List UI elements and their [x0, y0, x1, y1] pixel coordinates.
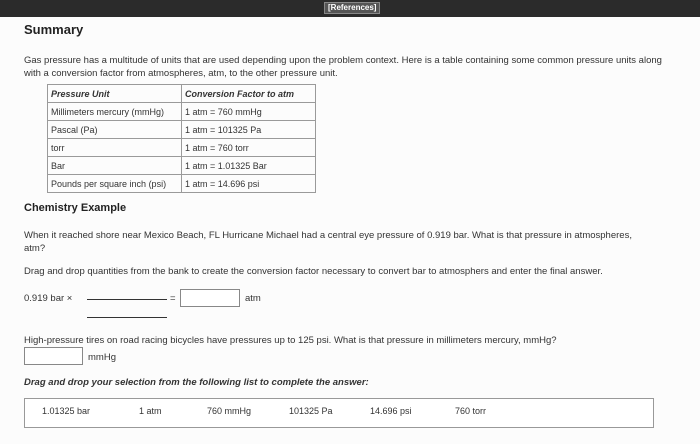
conversion-table	[47, 84, 316, 193]
answer-unit-atm: atm	[245, 293, 261, 304]
denominator-drop-slot[interactable]	[87, 307, 167, 318]
table-cell: 1 atm = 14.696 psi	[182, 175, 316, 193]
bank-item[interactable]: 14.696 psi	[370, 406, 412, 416]
table-header-unit: Pressure Unit	[48, 85, 182, 103]
bank-item[interactable]: 760 torr	[455, 406, 487, 416]
references-button[interactable]: [References]	[324, 2, 380, 14]
table-cell: 1 atm = 760 torr	[182, 139, 316, 157]
numerator-drop-slot[interactable]	[87, 289, 167, 300]
bank-item[interactable]: 101325 Pa	[289, 406, 333, 416]
example-question-2: High-pressure tires on road racing bicycles have pressures up to 125 psi. What is that pressure in millimeters mercury, mmHg?	[24, 335, 557, 346]
table-cell: Pounds per square inch (psi)	[48, 175, 182, 193]
table-row	[48, 139, 316, 157]
table-row	[48, 157, 316, 175]
table-cell: Bar	[48, 157, 182, 175]
table-cell: Pascal (Pa)	[48, 121, 182, 139]
answer-input-mmhg[interactable]	[24, 347, 83, 365]
table-row	[48, 175, 316, 193]
example-instruction-1: Drag and drop quantities from the bank to create the conversion factor necessary to convert bar to atmosphers and enter the final answer.	[24, 266, 603, 277]
example-question-1: When it reached shore near Mexico Beach, FL Hurricane Michael had a central eye pressure of 0.919 bar. What is that pressure in atmospheres, atm?	[24, 230, 632, 254]
table-cell: 1 atm = 101325 Pa	[182, 121, 316, 139]
answer-unit-mmhg: mmHg	[88, 352, 116, 363]
example-title: Chemistry Example	[24, 202, 127, 214]
table-row	[48, 103, 316, 121]
table-cell: 1 atm = 760 mmHg	[182, 103, 316, 121]
answer-bank	[24, 398, 654, 428]
bank-item[interactable]: 1.01325 bar	[42, 406, 91, 416]
summary-intro: Gas pressure has a multitude of units that are used depending upon the problem context. Here is a table containing some common pressure units along with a conversion factor from atmospheres, atm, to the other pressure unit.	[24, 55, 662, 79]
table-cell: 1 atm = 1.01325 Bar	[182, 157, 316, 175]
table-row	[48, 121, 316, 139]
table-header-factor: Conversion Factor to atm	[182, 85, 316, 103]
bank-instruction: Drag and drop your selection from the following list to complete the answer:	[24, 377, 369, 388]
start-value: 0.919 bar ×	[24, 293, 73, 304]
answer-input-atm[interactable]	[180, 289, 240, 307]
table-header-row	[48, 85, 316, 103]
equals-sign: =	[170, 293, 176, 304]
content-area	[0, 17, 700, 444]
bank-item[interactable]: 1 atm	[139, 406, 162, 416]
table-cell: Millimeters mercury (mmHg)	[48, 103, 182, 121]
top-bar	[0, 0, 700, 17]
table-cell: torr	[48, 139, 182, 157]
summary-title: Summary	[24, 22, 84, 37]
bank-item[interactable]: 760 mmHg	[207, 406, 252, 416]
